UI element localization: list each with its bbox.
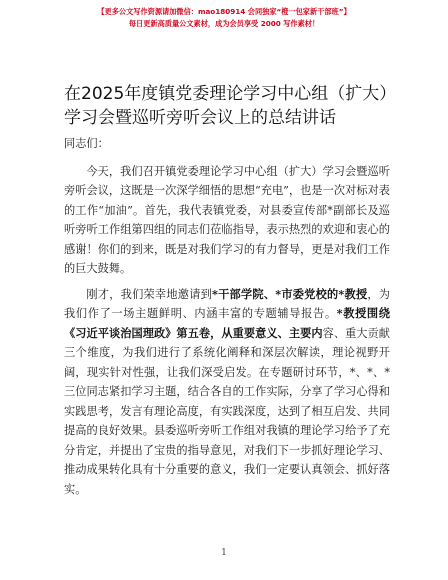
document-body xyxy=(64,134,390,505)
document-title: 在2025年度镇党委理论学习中心组（扩大）学习会暨巡听旁听会议上的总结讲话 xyxy=(64,84,388,128)
paragraph-1: 今天，我们召开镇党委理论学习中心组（扩大）学习会暨巡听旁听会议，这既是一次深学细悟的思想“充电”，也是一次对标对表的工作“加油”。首先，我代表镇党委，对县委宣传部*副部长及巡听旁听工作组第四组的同志们莅临指导，表示热烈的欢迎和衷心的感谢！你们的到来，既是对我们学习的有力督导，更是对我们工作的巨大鼓舞。 xyxy=(64,164,390,275)
promo-banner-line-2: 每日更新高质量公文素材，成为会员享受 2000 写作素材！ xyxy=(128,19,320,28)
promo-banner xyxy=(0,6,448,30)
page-number: 1 xyxy=(221,548,227,558)
paragraph-2-bold-b: *教授围绕《习近平谈治国理政》第五卷，从重要意义、主要内 xyxy=(64,306,390,340)
paragraph-2-text-b: ，为我们作了一场主题鲜明、内涵丰富的专题辅导报告。 xyxy=(64,287,390,320)
promo-banner-line-1: 【更多公文写作资源请加微信：mao180914 会同独家“橙一包家新干部班”】 xyxy=(97,7,351,16)
paragraph-2-text-c: 容、重大贡献三个维度，为我们进行了系统化阐释和深层次解读，理论视野开阔，现实针对性强，让我们深受启发。在专题研讨环节，*、*、*三位同志紧扣学习主题，结合各自的工作实际，分享了学习心得和实践思考，发言有理论高度，有实践深度，达到了相互启发、共同提高的良好效果。县委巡听旁听工作组对我镇的理论学习给予了充分肯定，并提出了宝贵的指导意见，对我们下一步抓好理论学习、推动成果转化具有十分重要的意义，我们一定要认真领会、抓好落实。 xyxy=(64,326,390,496)
paragraph-2 xyxy=(64,285,390,500)
paragraph-2-text-a: 刚才，我们荣幸地邀请到 xyxy=(86,287,213,301)
greeting: 同志们： xyxy=(64,137,109,150)
paragraph-2-bold-a: *干部学院、*市委党校的*教授 xyxy=(212,286,368,301)
